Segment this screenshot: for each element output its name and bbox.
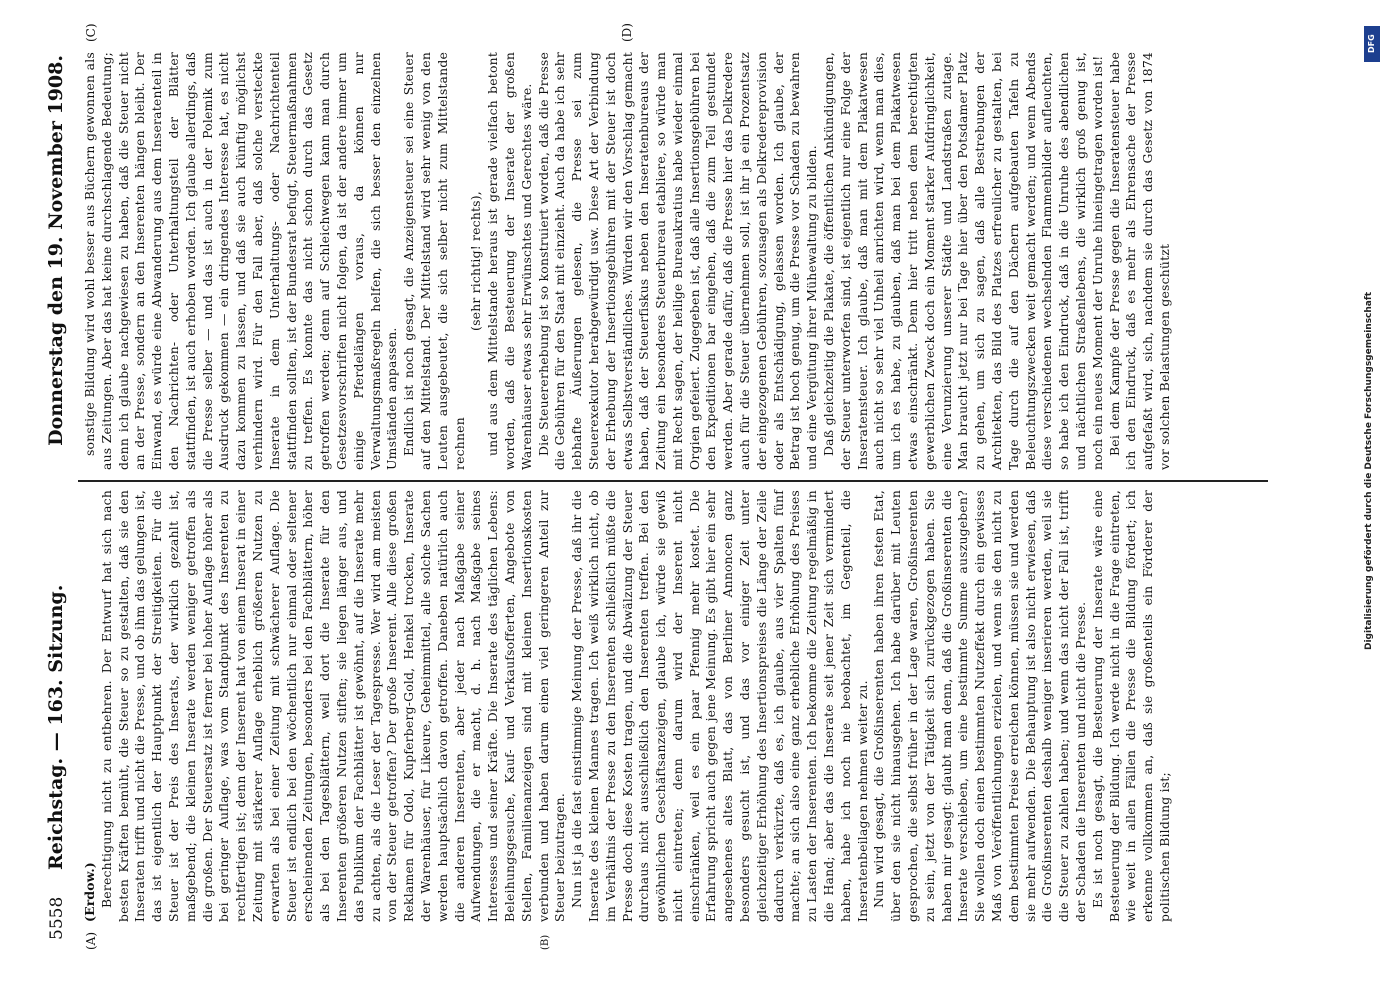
left-text-column xyxy=(82,490,1174,922)
running-title-left: Reichstag. — 163. Sitzung. xyxy=(45,584,67,870)
margin-marker-c: (C) xyxy=(84,23,98,42)
margin-marker-a: (A) xyxy=(84,931,98,950)
digitization-sidebar xyxy=(1362,20,1382,980)
paragraph: Es ist noch gesagt, die Besteuerung der Inserate wäre eine Besteuerung der Bildung. Ich werde nicht in die Frage eintreten, wie weit in allen Fällen die Presse die Bildung fördert; ich erkenne vollkommen an, daß sie großenteils ein Förderer der politischen Bildung ist; xyxy=(1089,490,1172,922)
column-divider xyxy=(78,481,1268,483)
funding-credit: Digitalisierung gefördert durch die Deutsche Forschungsgemeinschaft xyxy=(1364,291,1374,650)
page-header xyxy=(45,20,73,940)
paragraph: Berechtigung nicht zu entbehren. Der Entwurf hat sich nach besten Kräften bemüht, die Steuer so zu gestalten, daß sie den Inseraten trifft und nicht die Presse, und ob ihm das gelungen ist, das ist eigentlich der Hauptpunkt der Streitigkeiten. Für die Steuer ist der Preis des Inserats, der wirklich gezahlt ist, maßgebend; die kleinen Inserate werden weniger getroffen als die großen. Der Steuersatz ist ferner bei hoher Auflage höher als bei geringer Auflage, was vom Standpunkt des Inserenten zu rechtfertigen ist; denn der Inserent hat von einem Inserat in einer Zeitung mit stärkerer Auflage erheblich größeren Nutzen zu erwarten als bei einer Zeitung mit schwächerer Auflage. Die Steuer ist endlich bei den wöchentlich nur einmal oder seltener erscheinenden Zeitungen, besonders bei den Fachblättern, höher als bei den Tagesblättern, weil dort die Inserate für den Inserenten größeren Nutzen stiften; sie liegen länger aus, und das Publikum der Fachblätter ist gewöhnt, auf die Inserate mehr zu achten, als die Leser der Tagespresse. Wer wird am meisten von der Steuer getroffen? Der große Inserent. Alle diese großen Reklamen für Odol, Kupferberg-Gold, Henkel trocken, Inserate der Warenhäuser, für Likeure, Geheimmittel, alle solche Sachen werden hauptsächlich davon getroffen. Daneben natürlich auch die anderen Inserenten, aber jeder nach Maßgabe seiner Aufwendungen, die er macht, d. h. nach Maßgabe seines Interesses und seiner Kräfte. Die Inserate des täglichen Lebens: Beleihungsgesuche, Kauf- und Verkaufsofferten, Angebote von Stellen, Familienanzeigen sind mit kleinen Insertionskosten verbunden und haben darum einen viel geringeren Anteil zur Steuer beizutragen. xyxy=(98,490,568,922)
paragraph: Daß gleichzeitig die Plakate, die öffentlichen Ankündigungen, der Steuer unterworfen sind, ist eigentlich nur eine Folge der Inseratensteuer. Ich glaube, daß man mit dem Plakatwesen auch nicht so sehr viel Unheil anrichten wird, wenn man dies, um ich es habe, zu glauben, daß man bei dem Plakatwesen etwas einschränkt. Denn hier tritt neben dem berechtigten gewerblichen Zweck doch ein Moment starker Aufdringlichkeit, eine Verunzierung unserer Städte und Landstraßen zutage. Man braucht jetzt nur bei Tage hier über den Potsdamer Platz zu gehen, um sich zu sagen, daß alle Bestrebungen der Architekten, das Bild des Platzes erfreulicher zu gestalten, bei Tage durch die auf den Dächern aufgebauten Tafeln zu Beleuchtungszwecken weit gemacht werden; und wenn Abends diese verschiedenen wechselnden Flammenbilder aufleuchten, so habe ich den Eindruck, daß in die Unruhe des abendlichen und nächtlichen Straßenlebens, die wirklich groß genug ist, noch ein neues Moment der Unruhe hineingetragen worden ist! xyxy=(821,52,1105,470)
paragraph: und aus dem Mittelstande heraus ist gerade vielfach betont worden, daß die Besteuerung der Inserate der großen Warenhäuser etwas sehr Erwünschtes und Gerechtes wäre. xyxy=(485,52,534,470)
paragraph: Nun wird gesagt, die Großinserenten haben ihren festen Etat, über den sie nicht hinausgehen. Ich habe darüber mit Leuten gesprochen, die selbst früher in der Lage waren, Großinserenten zu sein, jetzt von der Tätigkeit sich zurückgezogen haben. Sie haben mir gesagt: glaubt man denn, daß die Großinserenten die Inserate verschieben, um eine bestimmte Summe auszugeben? Sie wollen doch einen bestimmten Nutzeffekt durch ein gewisses Maß von Veröffentlichungen erzielen, und wenn sie den nicht zu dem bestimmten Preise erreichen können, müssen sie und werden sie mehr aufwenden. Die Behauptung ist also nicht erwiesen, daß die Großinserenten deshalb weniger inserieren werden, weil sie die Steuer zu zahlen haben; und wenn das nicht der Fall ist, trifft der Schaden die Inserenten und nicht die Presse. xyxy=(871,490,1089,922)
page-number: 5558 xyxy=(47,896,67,940)
paragraph: Die Steuererhebung ist so konstruiert worden, daß die Presse die Gebühren für den Staat mit einzieht. Auch da habe ich sehr lebhafte Äußerungen gelesen, die Presse sei zum Steuerexekutor herabgewürdigt usw. Diese Art der Verbindung der Erhebung der Insertionsgebühren mit der Steuer ist doch etwas Selbstverständliches. Würden wir den Vorschlag gemacht haben, daß der Steuerfiskus neben den Inseratenbureaus der Zeitung ein besonderes Steuerbureau etabliere, so würde man mit Recht sagen, der heilige Bureaukratius habe wieder einmal Orgien gefeiert. Zugegeben ist, daß alle Insertionsgebühren bei den Expeditionen bar eingehen, daß die zum Teil gestundet werden. Aber gerade dafür, daß die Presse hier das Delkredere auch für die Steuer übernehmen soll, ist ihr ja ein Prozentsatz der eingezogenen Gebühren, sozusagen als Delkredereprovision oder als Entschädigung, gelassen worden. Ich glaube, der Betrag ist hoch genug, um die Presse vor Schaden zu bewahren und eine Vergütung ihrer Mühewaltung zu bilden. xyxy=(535,52,820,470)
speaker-label: (Erdow.) xyxy=(82,862,97,922)
margin-marker-d: (D) xyxy=(620,23,634,42)
dfg-logo: DFG xyxy=(1364,26,1380,62)
paragraph: Bei dem Kampfe der Presse gegen die Inseratensteuer habe ich den Eindruck, daß es mehr als Ehrensache der Presse aufgefaßt wird, sich, nachdem sie durch das Gesetz von 1874 vor solchen Belastungen geschützt xyxy=(1106,52,1172,470)
paragraph: sonstige Bildung wird wohl besser aus Büchern gewonnen als aus Zeitungen. Aber das hat keine durchschlagende Bedeutung; denn ich glaube nachgewiesen zu haben, daß die Steuer nicht an der Presse, sondern an den Inserenten hängen bleibt. Der Einwand, es würde eine Abwanderung aus dem Inseratenteil in den Nachrichten- oder Unterhaltungsteil der Blätter stattfinden, ist auch erhoben worden. Ich glaube allerdings, daß die Presse selber — und das ist auch in der Polemik zum Ausdruck gekommen — ein dringendes Interesse hat, es nicht dazu kommen zu lassen, und daß sie auch künftig möglichst verhindern wird. Für den Fall aber, daß solche versteckte Inserate in dem Unterhaltungs- oder Nachrichtenteil stattfinden sollten, ist der Bundesrat befugt, Steuermaßnahmen zu treffen. Es konnte das nicht schon durch das Gesetz getroffen werden; denn auf Schleichwegen kann man durch Gesetzesvorschriften nicht folgen, da ist der andere immer um einige Pferdelängen voraus, da können nur Verwaltungsmaßregeln helfen, die sich besser den einzelnen Umständen anpassen. xyxy=(82,51,400,470)
running-title-right: Donnerstag den 19. November 1908. xyxy=(45,55,67,446)
right-text-column xyxy=(82,52,1174,470)
interjection: (sehr richtig! rechts), xyxy=(468,191,484,331)
paragraph: Nun ist ja die fast einstimmige Meinung der Presse, daß ihr die Inserate des kleinen Mannes tragen. Ich weiß wirklich nicht, ob im Verhältnis der Presse zu den Inserenten schließlich müßte die Presse doch diese Kosten tragen, und die Abwälzung der Steuer durchaus nicht ausschließlich den Inserenten treffen. Bei den gewöhnlichen Geschäftsanzeigen, glaube ich, würde sie gewiß nicht eintreten; denn darum wird der Inserent nicht einschränken, weil es ein paar Pfennig mehr kostet. Die Erfahrung spricht auch gegen jene Meinung. Es gibt hier ein sehr angesehenes altes Blatt, das von Berliner Annoncen ganz besonders gesucht ist, und das vor einiger Zeit unter gleichzeitiger Erhöhung des Insertionspreises die Länge der Zeile dadurch verkürzte, daß es, ich glaube, aus vier Spalten fünf machte; an sich also eine ganz erhebliche Erhöhung des Preises zu Lasten der Inserenten. Ich bekomme die Zeitung regelmäßig in die Hand; aber das die Inserate seit jener Zeit sich vermindert haben, habe ich noch nie beobachtet, im Gegenteil, die Inseratenbeilagen nehmen weiter zu. xyxy=(569,490,870,922)
paragraph: Endlich ist noch gesagt, die Anzeigensteuer sei eine Steuer auf den Mittelstand. Der Mittelstand wird sehr wenig von den Leuten ausgebeutet, die sich selber nicht zum Mittelstande rechnen xyxy=(401,52,467,470)
margin-marker-b: (B) xyxy=(540,934,551,950)
